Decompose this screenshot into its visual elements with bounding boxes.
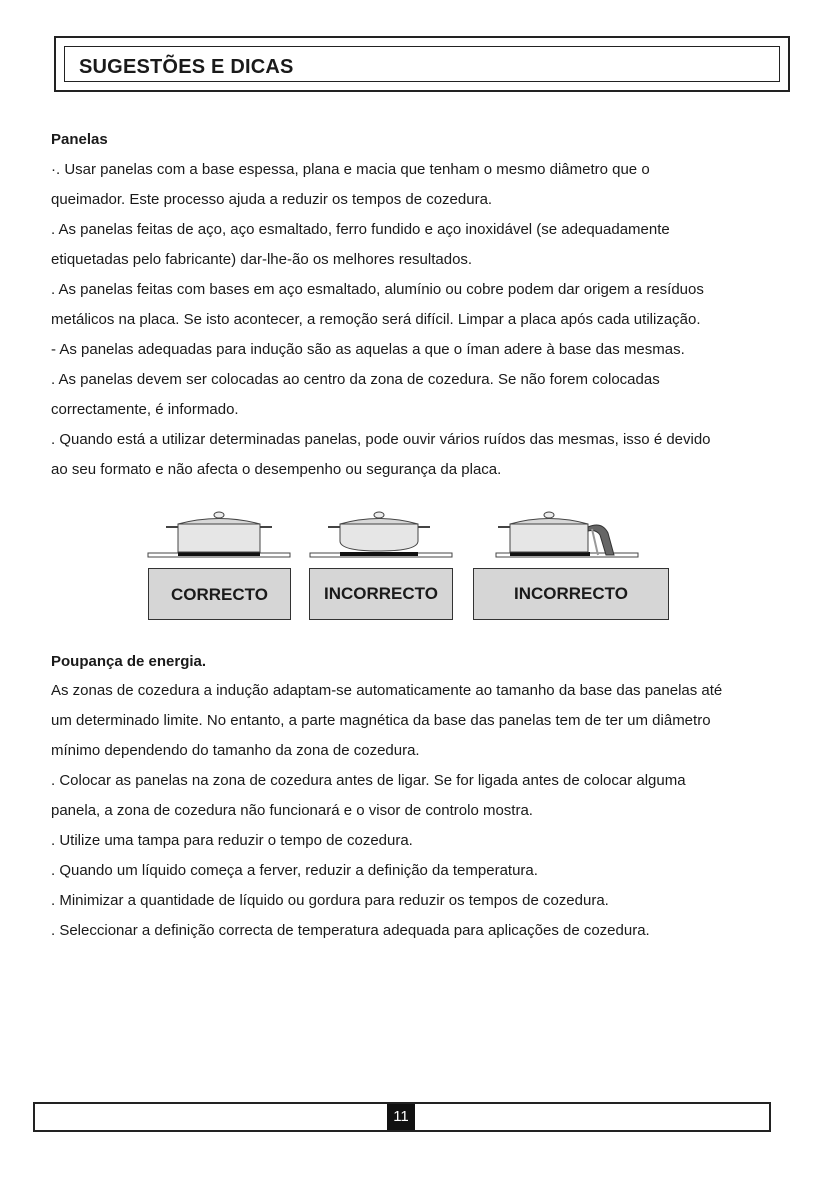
text-line: etiquetadas pelo fabricante) dar-lhe-ão os melhores resultados. — [51, 251, 473, 268]
text-line: queimador. Este processo ajuda a reduzir os tempos de cozedura. — [51, 191, 493, 208]
text-line: metálicos na placa. Se isto acontecer, a remoção será difícil. Limpar a placa após cada utilização. — [51, 311, 701, 328]
text-line: . As panelas devem ser colocadas ao centro da zona de cozedura. Se não forem colocadas — [51, 371, 660, 388]
text-line: panela, a zona de cozedura não funcionará e o visor de controlo mostra. — [51, 802, 533, 819]
text-line: . Minimizar a quantidade de líquido ou gordura para reduzir os tempos de cozedura. — [51, 892, 609, 909]
text-line: ·. Usar panelas com a base espessa, plana e macia que tenham o mesmo diâmetro que o — [51, 161, 650, 178]
text-line: As zonas de cozedura a indução adaptam-se automaticamente ao tamanho da base das panelas até — [51, 682, 723, 699]
text-line: . Seleccionar a definição correcta de temperatura adequada para aplicações de cozedura. — [51, 922, 650, 939]
text-line: um determinado limite. No entanto, a parte magnética da base das panelas tem de ter um diâmetro — [51, 712, 711, 729]
text-line: . As panelas feitas de aço, aço esmaltado, ferro fundido e aço inoxidável (se adequadamente — [51, 221, 670, 238]
section-title-pans: Panelas — [51, 131, 108, 148]
pan-correct-icon — [148, 512, 290, 557]
text-line: - As panelas adequadas para indução são as aquelas a que o íman adere à base das mesmas. — [51, 341, 685, 358]
label-incorrect-1: INCORRECTO — [309, 568, 453, 620]
text-line: . Utilize uma tampa para reduzir o tempo de cozedura. — [51, 832, 413, 849]
page-number: 11 — [387, 1104, 415, 1130]
text-line: ao seu formato e não afecta o desempenho ou segurança da placa. — [51, 461, 502, 478]
page-header — [54, 36, 790, 92]
page-header-inner — [64, 46, 780, 82]
text-line: correctamente, é informado. — [51, 401, 239, 418]
text-line: mínimo dependendo do tamanho da zona de cozedura. — [51, 742, 420, 759]
text-line: . Quando um líquido começa a ferver, reduzir a definição da temperatura. — [51, 862, 538, 879]
label-incorrect-2: INCORRECTO — [473, 568, 669, 620]
page-title: SUGESTÕES E DICAS — [79, 56, 294, 78]
text-line: . Quando está a utilizar determinadas panelas, pode ouvir vários ruídos das mesmas, isso é devido — [51, 431, 711, 448]
text-line: . Colocar as panelas na zona de cozedura antes de ligar. Se for ligada antes de colocar alguma — [51, 772, 686, 789]
pan-incorrect-curved-icon — [310, 512, 452, 557]
text-line: . As panelas feitas com bases em aço esmaltado, alumínio ou cobre podem dar origem a resíduos — [51, 281, 704, 298]
energy-paragraph — [51, 676, 791, 946]
pan-illustration — [140, 505, 680, 565]
section-title-energy: Poupança de energia. — [51, 653, 207, 670]
pan-incorrect-offset-icon — [496, 512, 638, 557]
label-correct: CORRECTO — [148, 568, 291, 620]
pans-paragraph — [51, 155, 791, 485]
